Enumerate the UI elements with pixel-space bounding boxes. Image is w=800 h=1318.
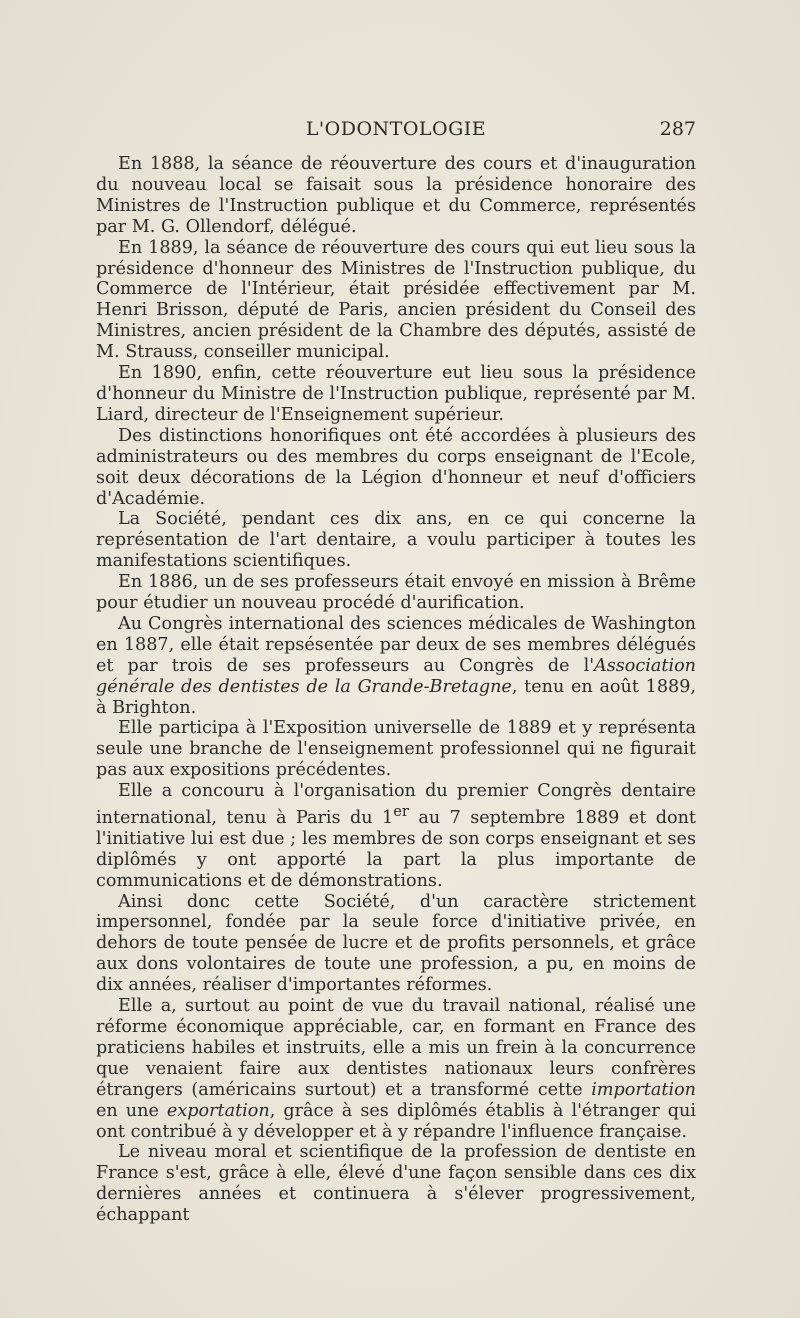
paragraph-text: , tenu en août 1889, à Brighton. bbox=[96, 676, 696, 718]
paragraph-text: en une bbox=[96, 1100, 167, 1121]
paragraph-text: au 7 septembre 1889 et dont l'initiative lui est due ; les membres de son corps enseignant et ses diplômés y ont apporté la part la plus importante de communications et de démonstrations. bbox=[96, 807, 696, 891]
page-number: 287 bbox=[659, 118, 696, 140]
running-header bbox=[96, 118, 696, 146]
paragraph: En 1888, la séance de réouverture des cours et d'inauguration du nouveau local se faisait sous la présidence honoraire des Ministres de l'Instruction publique et du Commerce, représentés par M. G. Ollendorf, délégué. bbox=[96, 154, 696, 237]
italic-word: exportation bbox=[166, 1100, 270, 1121]
paragraph-text: , grâce à ses diplômés établis à l'étranger qui ont contribué à y développer et à y répandre l'influence française. bbox=[96, 1100, 696, 1142]
superscript: er bbox=[393, 803, 409, 821]
paragraph: En 1889, la séance de réouverture des cours qui eut lieu sous la présidence d'honneur des Ministres de l'Instruction publique, du Commerce de l'Intérieur, était présidée effectivement par M. Henri Brisson, député de Paris, ancien président du Conseil des Ministres, ancien président de la Chambre des députés, assisté de M. Strauss, conseiller municipal. bbox=[96, 237, 696, 363]
paragraph: En 1886, un de ses professeurs était envoyé en mission à Brême pour étudier un nouveau procédé d'aurification. bbox=[96, 572, 696, 614]
paragraph: Elle participa à l'Exposition universelle de 1889 et y représenta seule une branche de l'enseignement professionnel qui ne figurait pas aux expositions précédentes. bbox=[96, 718, 696, 781]
body-text bbox=[96, 154, 696, 1226]
paragraph: Des distinctions honorifiques ont été accordées à plusieurs des administrateurs ou des membres du corps enseignant de l'Ecole, soit deux décorations de la Légion d'honneur et neuf d'officiers d'Académie. bbox=[96, 425, 696, 509]
italic-word: importation bbox=[591, 1079, 696, 1100]
paragraph-text: Au Congrès international des sciences médicales de Washington en 1887, elle était repsésentée par deux de ses membres délégués et par trois de ses professeurs au Congrès de l' bbox=[96, 613, 696, 676]
paragraph bbox=[96, 781, 696, 891]
paragraph: En 1890, enfin, cette réouverture eut lieu sous la présidence d'honneur du Ministre de l'Instruction publique, représenté par M. Liard, directeur de l'Enseignement supérieur. bbox=[96, 363, 696, 425]
italic-title: Association générale des dentistes de la Grande-Bretagne bbox=[96, 655, 696, 697]
paragraph-text: Elle a, surtout au point de vue du travail national, réalisé une réforme économique appréciable, car, en formant en France des praticiens habiles et instruits, elle a mis un frein à la concurrence que venaient faire aux dentistes nationaux leurs confrères étrangers (américains surtout) et a transformé cette bbox=[96, 996, 696, 1100]
paragraph bbox=[96, 996, 696, 1142]
paragraph bbox=[96, 614, 696, 719]
paragraph: Le niveau moral et scientifique de la profession de dentiste en France s'est, grâce à elle, élevé d'une façon sensible dans ces dix dernières années et continuera à s'élever progressivement, échappant bbox=[96, 1142, 696, 1226]
paragraph: Ainsi donc cette Société, d'un caractère strictement impersonnel, fondée par la seule force d'initiative privée, en dehors de toute pensée de lucre et de profits personnels, et grâce aux dons volontaires de toute une profession, a pu, en moins de dix années, réaliser d'importantes réformes. bbox=[96, 891, 696, 996]
journal-title: L'ODONTOLOGIE bbox=[305, 118, 487, 140]
paragraph-text: Elle a concouru à l'organisation du premier Congrès dentaire international, tenu à Paris du 1 bbox=[96, 781, 696, 828]
paragraph: La Société, pendant ces dix ans, en ce qui concerne la représentation de l'art dentaire, a voulu participer à toutes les manifestations scientifiques. bbox=[96, 509, 696, 572]
